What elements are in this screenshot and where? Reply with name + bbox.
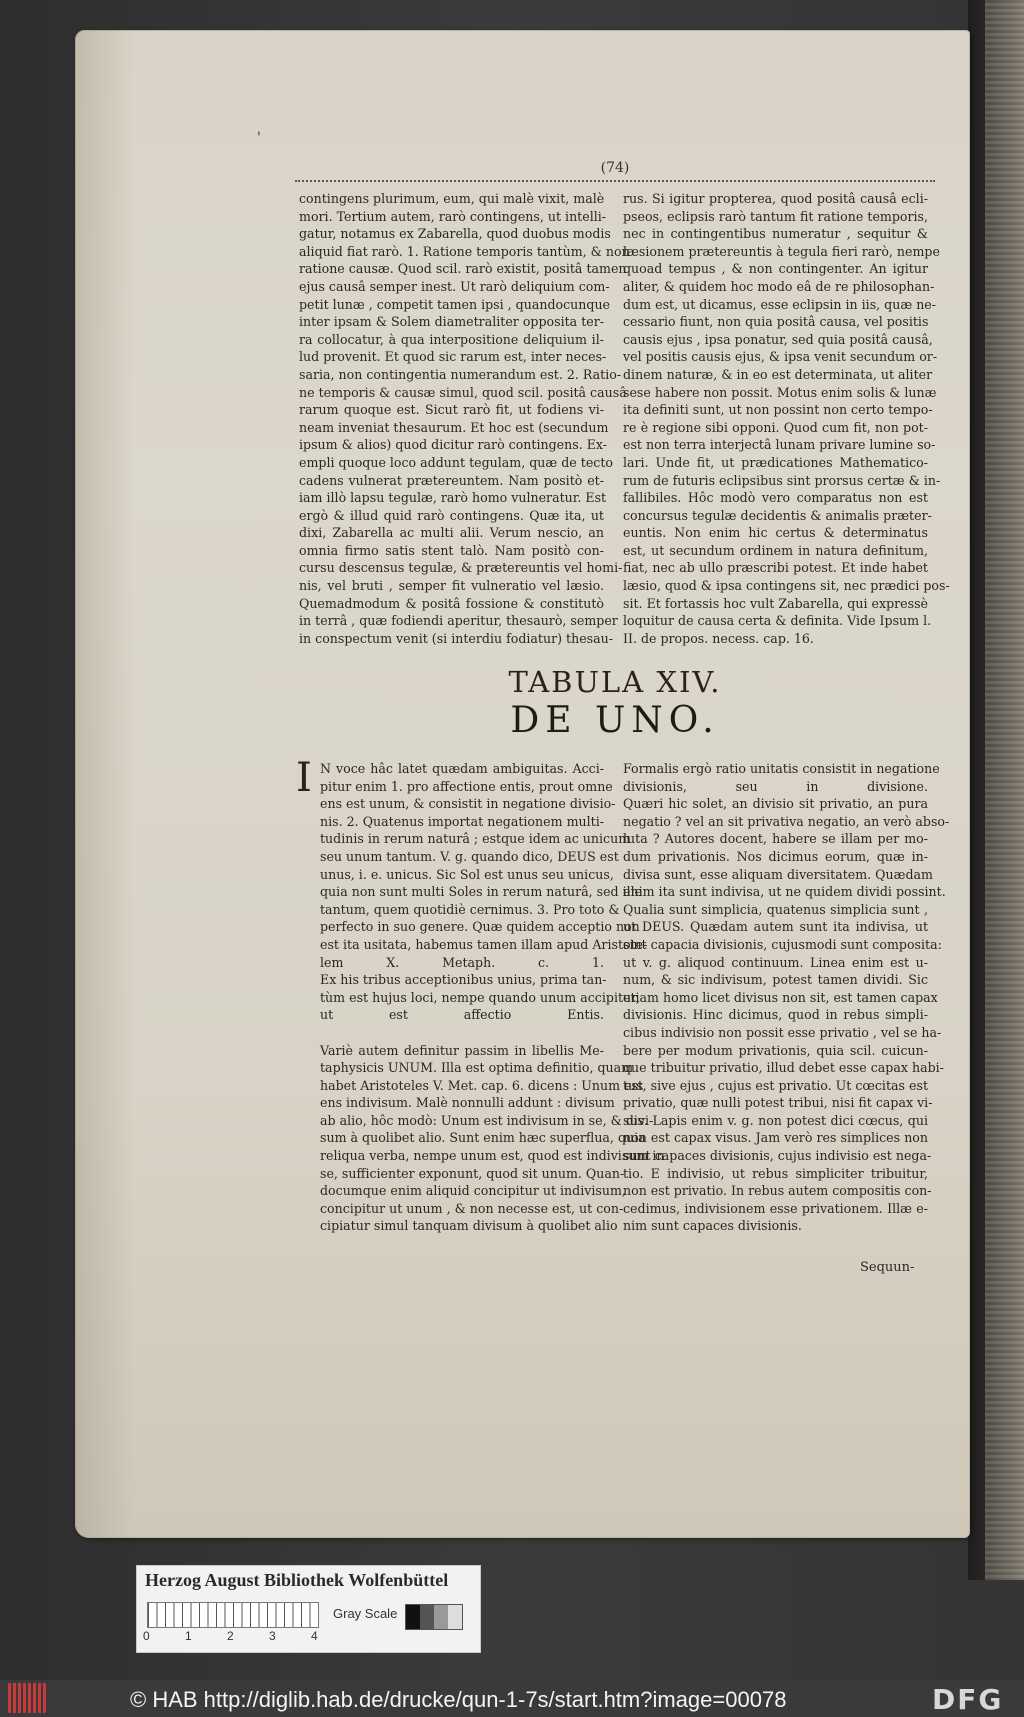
text-line: saria, non contingentia numerandum est. 2. Ratio- xyxy=(299,366,622,382)
gray-swatch xyxy=(434,1605,448,1629)
text-line: ut DEUS. Quædam autem sunt ita indivisa, ut xyxy=(623,919,928,935)
text-line: iam illò lapsu tegulæ, rarò homo vulneratur. Est xyxy=(299,490,607,506)
text-line: bere per modum privationis, quia scil. cuicun- xyxy=(623,1042,928,1058)
column-1 xyxy=(299,190,630,647)
text-line: cursu descensus tegulæ, & prætereuntis vel homi- xyxy=(299,560,623,576)
text-line: læsio, quod & ipsa contingens sit, nec prædici pos- xyxy=(623,578,950,594)
text-line: documque enim aliquid concipitur ut indivisum, xyxy=(320,1183,626,1199)
text-line: negatio ? vel an sit privativa negatio, an verò abso- xyxy=(623,813,950,829)
text-line: empli quoque loco addunt tegulam, quæ de tecto xyxy=(299,454,613,470)
margin-mark: ' xyxy=(257,130,261,146)
ruler-number: 2 xyxy=(227,1629,234,1643)
text-line: non est capax visus. Jam verò res simplices non xyxy=(623,1130,928,1146)
text-line: re è regione sibi opponi. Quod cum fit, non pot- xyxy=(623,419,928,435)
text-line: nec in contingentibus numeratur , sequitur & xyxy=(623,226,928,242)
text-line: aliquid fiat rarò. 1. Ratione temporis tantùm, & non xyxy=(299,243,630,259)
scale-ruler xyxy=(147,1602,319,1628)
text-line: fallibiles. Hôc modò vero comparatus non est xyxy=(623,490,928,506)
text-line: enim ita sunt indivisa, ut ne quidem dividi possint. xyxy=(623,884,946,900)
text-line: ra collocatur, à qua interpositione deliquium il- xyxy=(299,331,604,347)
text-line: sit. Et fortassis hoc vult Zabarella, qui expressè xyxy=(623,595,928,611)
text-line: Variè autem definitur passim in libellis Me- xyxy=(320,1042,604,1058)
ruler-number: 4 xyxy=(311,1629,318,1643)
text-line: neam inveniat thesaurum. Et hoc est (secundum xyxy=(299,419,609,435)
text-line: aliter, & quidem hoc modo eâ de re philosophan- xyxy=(623,278,935,294)
catchword: Sequun- xyxy=(860,1260,915,1275)
text-line: tus, sive ejus , cujus est privatio. Ut cœcitas est xyxy=(623,1077,928,1093)
text-line: inter ipsam & Solem diametraliter opposita ter- xyxy=(299,314,604,330)
text-line: petit lunæ , competit tamen ipsi , quandocunque xyxy=(299,296,611,312)
footer-bar xyxy=(0,1680,1024,1717)
text-line: pitur enim 1. pro affectione entis, prout omne xyxy=(320,778,613,794)
text-line: ratione causæ. Quod scil. rarò existit, positâ tamen xyxy=(299,261,627,277)
text-line: ens indivisum. Malè nonnulli addunt : divisum xyxy=(320,1095,615,1111)
text-line: contingens plurimum, eum, qui malè vixit, malè xyxy=(299,191,605,206)
text-line: cadens vulnerat prætereuntem. Nam positò et- xyxy=(299,472,604,488)
text-line: lud provenit. Et quod sic rarum est, inter neces- xyxy=(299,349,607,365)
gray-swatch xyxy=(420,1605,434,1629)
text-line: fiat, nec ab ullo præscribi potest. Et inde habet xyxy=(623,560,928,576)
text-line xyxy=(320,1024,604,1042)
page-header: (74) xyxy=(600,160,630,176)
text-line: sint capacia divisionis, cujusmodi sunt composita: xyxy=(623,936,942,952)
ruler-number: 0 xyxy=(143,1629,150,1643)
text-line: privatio, quæ nulli potest tribui, nisi fit capax vi- xyxy=(623,1095,933,1111)
column-4 xyxy=(623,760,950,1235)
text-line: habet Aristoteles V. Met. cap. 6. dicens : Unum est xyxy=(320,1077,644,1093)
section-title-tabula: TABULA XIV. xyxy=(508,665,722,699)
dfg-logo: DFG xyxy=(932,1683,1004,1716)
text-line: tudinis in rerum naturâ ; estque idem ac unicum xyxy=(320,831,631,847)
text-line: ut est affectio Entis. xyxy=(320,1007,604,1023)
text-line: in conspectum venit (si interdiu fodiatur) thesau- xyxy=(299,630,614,646)
text-line: cibus indivisio non possit esse privatio , vel se ha- xyxy=(623,1024,942,1040)
page-fold-shadow xyxy=(75,30,135,1538)
ruler-number: 3 xyxy=(269,1629,276,1643)
text-line: rum de futuris eclipsibus sint prorsus certæ & in- xyxy=(623,472,941,488)
text-line: perfecto in suo genere. Quæ quidem acceptio non xyxy=(320,919,640,935)
text-line: nis. 2. Quatenus importat negationem multi- xyxy=(320,813,604,829)
text-line: rus. Si igitur propterea, quod positâ causâ ecli- xyxy=(623,191,928,206)
text-line: ejus causâ semper inest. Ut rarò deliquium com- xyxy=(299,278,610,294)
text-line: causis ejus , ipsa ponatur, sed quia positâ causâ, xyxy=(623,331,933,347)
text-line: cipiatur simul tanquam divisum à quolibet alio xyxy=(320,1218,618,1234)
text-line: ipsum & alios) quod dicitur rarò contingens. Ex- xyxy=(299,437,608,453)
section-title-de-uno: DE UNO. xyxy=(510,700,720,741)
text-line: cedimus, indivisionem esse privationem. Illæ e- xyxy=(623,1200,928,1216)
hab-logo-icon xyxy=(8,1683,46,1713)
text-line: pseos, eclipsis rarò tantum fit ratione temporis, xyxy=(623,208,928,224)
text-line: Quæri hic solet, an divisio sit privatio, an pura xyxy=(623,796,928,812)
text-line: est, ut secundum ordinem in natura definitum, xyxy=(623,542,928,558)
text-line: dixi, Zabarella ac multi alii. Verum nescio, an xyxy=(299,525,604,541)
calibration-card xyxy=(136,1565,481,1653)
text-line: rarum quoque est. Sicut rarò fit, ut fodiens vi- xyxy=(299,402,604,418)
ruler-number: 1 xyxy=(185,1629,192,1643)
text-line: Ex his tribus acceptionibus unius, prima tan- xyxy=(320,972,607,988)
column-3 xyxy=(320,760,665,1235)
text-line: euntis. Non enim hic certus & determinatus xyxy=(623,525,928,541)
text-line: ut v. g. aliquod continuum. Linea enim est u- xyxy=(623,954,928,970)
header-rule xyxy=(295,180,935,185)
text-line: se, sufficienter exponunt, quod sit unum. Quan- xyxy=(320,1165,625,1181)
text-line: mori. Tertium autem, rarò contingens, ut intelli- xyxy=(299,208,607,224)
text-line: concipitur ut unum , & non necesse est, ut con- xyxy=(320,1200,624,1216)
text-line: divisionis. Hinc dicimus, quod in rebus simpli- xyxy=(623,1007,928,1023)
text-line: loquitur de causa certa & definita. Vide Ipsum l. xyxy=(623,613,932,629)
page-stack-edge xyxy=(985,0,1024,1580)
text-line: vel positis causis ejus, & ipsa venit secundum or- xyxy=(623,349,938,365)
text-line: nis, vel bruti , semper fit vulneratio vel læsio. xyxy=(299,578,604,594)
text-line: omnia firmo satis stent talò. Nam positò con- xyxy=(299,542,604,558)
gray-swatch xyxy=(406,1605,420,1629)
drop-cap: I xyxy=(296,755,312,801)
text-line: in terrâ , quæ fodiendi aperitur, thesaurò, semper xyxy=(299,613,618,629)
text-line: ne temporis & causæ simul, quod scil. positâ causâ xyxy=(299,384,627,400)
text-line: divisionis, seu in divisione. xyxy=(623,778,928,794)
text-line: quoad tempus , & non contingenter. An igitur xyxy=(623,261,928,277)
text-line: seu unum tantum. V. g. quando dico, DEUS est xyxy=(320,848,619,864)
text-line: Quemadmodum & positâ fossione & constitutò xyxy=(299,595,604,611)
text-line: sese habere non possit. Motus enim solis & lunæ xyxy=(623,384,937,400)
text-line: tantum, quem quotidiè cernimus. 3. Pro toto & xyxy=(320,901,620,917)
text-line: dinem naturæ, & in eo est determinata, ut aliter xyxy=(623,366,933,382)
text-line: gatur, notamus ex Zabarella, quod duobus modis xyxy=(299,226,611,242)
text-line: sunt capaces divisionis, cujus indivisio est nega- xyxy=(623,1148,932,1164)
text-line: sum à quolibet alio. Sunt enim hæc superflua, quia xyxy=(320,1130,646,1146)
text-line: taphysicis UNUM. Illa est optima definitio, quam xyxy=(320,1060,634,1076)
gray-scale-swatches xyxy=(405,1604,463,1630)
text-line: lem X. Metaph. c. 1. xyxy=(320,954,604,970)
text-line: Formalis ergò ratio unitatis consistit in negatione xyxy=(623,761,940,776)
text-line: est non terra interjectâ lunam privare lumine so- xyxy=(623,437,936,453)
text-line: N voce hâc latet quædam ambiguitas. Acci- xyxy=(320,761,604,776)
text-line: luta ? Autores docent, habere se illam per mo- xyxy=(623,831,928,847)
text-line: ab alio, hôc modò: Unum est indivisum in se, & divi- xyxy=(320,1112,654,1128)
text-line: læsionem prætereuntis à tegula fieri rarò, nempe xyxy=(623,243,940,259)
text-line: est ita usitata, habemus tamen illam apud Aristote- xyxy=(320,936,648,952)
text-line: divisa sunt, esse aliquam diversitatem. Quædam xyxy=(623,866,933,882)
text-line: num, & sic indivisum, potest tamen dividi. Sic xyxy=(623,972,928,988)
text-line: reliqua verba, nempe unum est, quod est indivisum in xyxy=(320,1148,665,1164)
text-line: tùm est hujus loci, nempe quando unum accipitur, xyxy=(320,989,640,1005)
text-line: unus, i. e. unicus. Sic Sol est unus seu unicus, xyxy=(320,866,614,882)
text-line: nim sunt capaces divisionis. xyxy=(623,1218,802,1234)
footer-url-text[interactable]: © HAB http://diglib.hab.de/drucke/qun-1-7s/start.htm?image=00078 xyxy=(130,1687,787,1712)
text-line: ita definiti sunt, ut non possint non certo tempo- xyxy=(623,402,933,418)
text-line: cessario fiunt, non quia positâ causa, vel positis xyxy=(623,314,929,330)
text-line: dum est, ut dicamus, esse eclipsin in iis, quæ ne- xyxy=(623,296,937,312)
text-line: ergò & illud quid rarò contingens. Quæ ita, ut xyxy=(299,507,604,523)
text-line: concursus tegulæ decidentis & animalis præter- xyxy=(623,507,932,523)
gray-swatch xyxy=(448,1605,462,1629)
column-2 xyxy=(623,190,950,647)
text-line: ens est unum, & consistit in negatione divisio- xyxy=(320,796,616,812)
text-line: etiam homo licet divisus non sit, est tamen capax xyxy=(623,989,938,1005)
text-line: sus. Lapis enim v. g. non potest dici cœcus, qui xyxy=(623,1112,928,1128)
text-line: II. de propos. necess. cap. 16. xyxy=(623,630,814,646)
text-line: non est privatio. In rebus autem compositis con- xyxy=(623,1183,932,1199)
text-line: tio. E indivisio, ut rebus simpliciter tribuitur, xyxy=(623,1165,928,1181)
text-line: Qualia sunt simplicia, quatenus simplicia sunt , xyxy=(623,901,928,917)
text-line: lari. Unde fit, ut prædicationes Mathematico- xyxy=(623,454,928,470)
text-line: quia non sunt multi Soles in rerum naturâ, sed ille xyxy=(320,884,643,900)
text-line: dum privationis. Nos dicimus eorum, quæ in- xyxy=(623,848,928,864)
institution-name: Herzog August Bibliothek Wolfenbüttel xyxy=(145,1570,449,1590)
gray-scale-label: Gray Scale xyxy=(333,1606,398,1621)
text-line: que tribuitur privatio, illud debet esse capax habi- xyxy=(623,1060,944,1076)
